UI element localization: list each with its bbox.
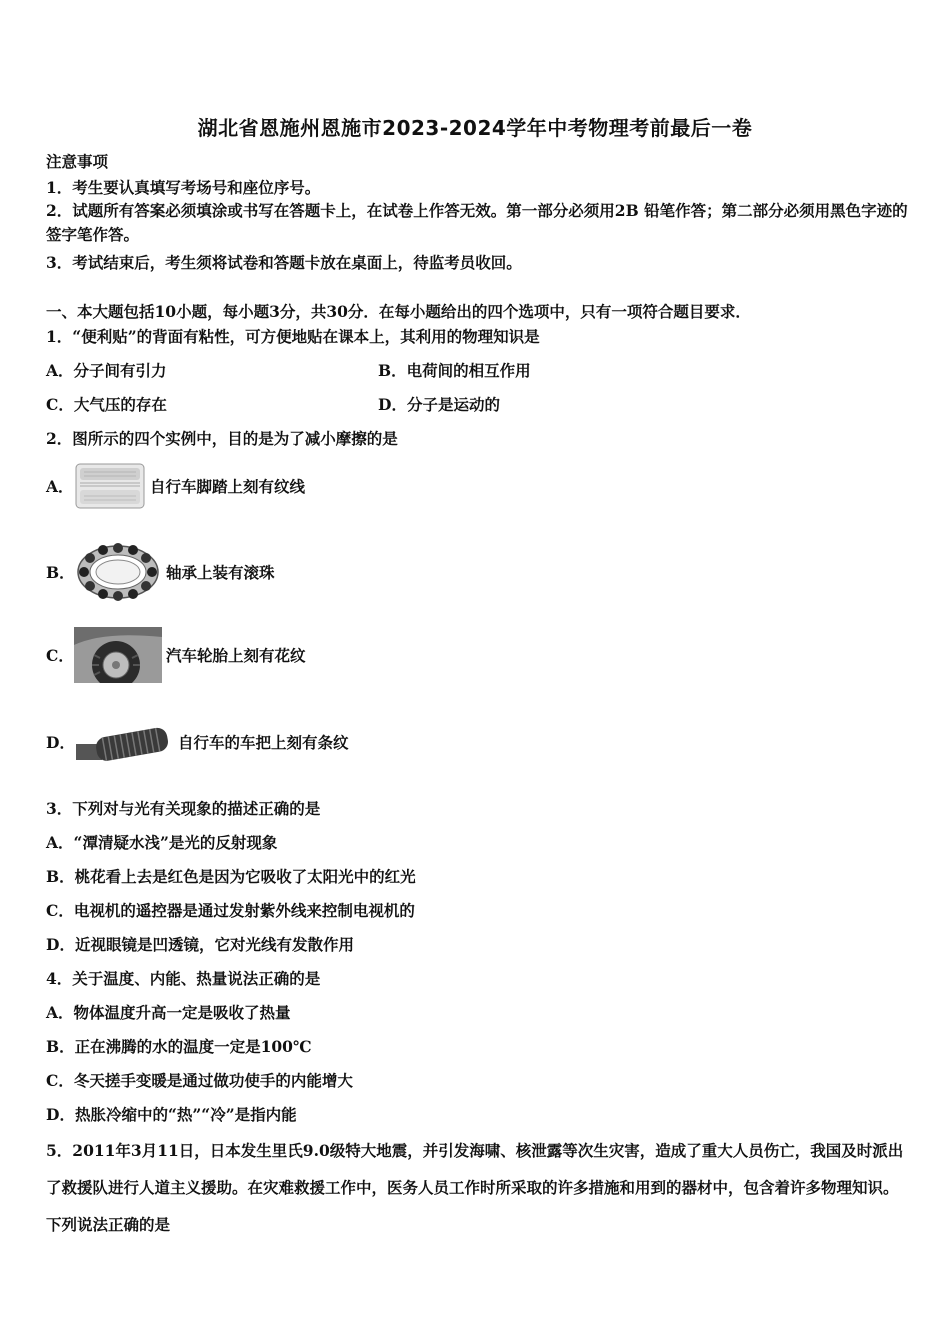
page-title: 湖北省恩施州恩施市2023-2024学年中考物理考前最后一卷 bbox=[197, 116, 753, 140]
notice-item-2: 2．试题所有答案必须填涂或书写在答题卡上，在试卷上作答无效。第一部分必须用2B 铅笔作答；第二部分必须用黑色字迹的签字笔作答。 bbox=[46, 201, 908, 244]
q4-option-a: A．物体温度升高一定是吸收了热量 bbox=[46, 1003, 291, 1022]
q5-stem: 5．2011年3月11日，日本发生里氏9.0级特大地震，并引发海啸、核泄露等次生灾害，造成了重大人员伤亡，我国及时派出了救援队进行人道主义援助。在灾难救援工作中，医务人员工作时所采取的许多措施和用到的器材中，包含着许多物理知识。下列说法正确的是 bbox=[46, 1141, 904, 1234]
q3-option-c: C．电视机的遥控器是通过发射紫外线来控制电视机的 bbox=[46, 901, 415, 920]
section-heading: 一、本大题包括10小题，每小题3分，共30分．在每小题给出的四个选项中，只有一项符合题目要求． bbox=[46, 302, 751, 321]
car-tire-image bbox=[74, 627, 162, 683]
q2-option-c-caption: 汽车轮胎上刻有花纹 bbox=[166, 646, 306, 665]
notice-item-1: 1．考生要认真填写考场号和座位序号。 bbox=[46, 178, 321, 197]
q3-stem: 3．下列对与光有关现象的描述正确的是 bbox=[46, 799, 321, 818]
q4-option-c: C．冬天搓手变暖是通过做功使手的内能增大 bbox=[46, 1071, 353, 1090]
q2-option-a-caption: 自行车脚踏上刻有纹线 bbox=[150, 477, 306, 496]
q2-option-a-letter: A． bbox=[46, 477, 74, 496]
q4-stem: 4．关于温度、内能、热量说法正确的是 bbox=[46, 969, 321, 988]
notice-heading: 注意事项 bbox=[46, 152, 109, 171]
q1-option-d: D．分子是运动的 bbox=[378, 395, 500, 414]
q2-stem: 2．图所示的四个实例中，目的是为了减小摩擦的是 bbox=[46, 429, 398, 448]
q2-option-b bbox=[46, 542, 275, 602]
q1-stem: 1．“便利贴”的背面有粘性，可方便地贴在课本上，其利用的物理知识是 bbox=[46, 327, 540, 346]
ball-bearing-image bbox=[74, 543, 162, 601]
q2-option-b-caption: 轴承上装有滚珠 bbox=[166, 563, 275, 582]
q2-option-a bbox=[46, 456, 305, 516]
q3-option-b: B．桃花看上去是红色是因为它吸收了太阳光中的红光 bbox=[46, 867, 416, 886]
q2-option-c-letter: C． bbox=[46, 646, 74, 665]
q1-option-a: A．分子间有引力 bbox=[46, 361, 167, 380]
q2-option-d bbox=[46, 712, 349, 772]
q2-option-c bbox=[46, 625, 306, 685]
q2-option-b-letter: B． bbox=[46, 563, 75, 582]
q4-option-b: B．正在沸腾的水的温度一定是100℃ bbox=[46, 1037, 312, 1056]
q4-option-d: D．热胀冷缩中的“热”“冷”是指内能 bbox=[46, 1105, 297, 1124]
q2-option-d-letter: D． bbox=[46, 733, 75, 752]
q1-option-c: C．大气压的存在 bbox=[46, 395, 167, 414]
q3-option-d: D．近视眼镜是凹透镜，它对光线有发散作用 bbox=[46, 935, 354, 954]
handlebar-grip-image bbox=[74, 718, 170, 766]
q1-option-b: B．电荷间的相互作用 bbox=[378, 361, 531, 380]
bicycle-pedal-image bbox=[74, 460, 146, 512]
q3-option-a: A．“潭清疑水浅”是光的反射现象 bbox=[46, 833, 278, 852]
notice-item-3: 3．考试结束后，考生须将试卷和答题卡放在桌面上，待监考员收回。 bbox=[46, 253, 522, 272]
q2-option-d-caption: 自行车的车把上刻有条纹 bbox=[178, 733, 349, 752]
